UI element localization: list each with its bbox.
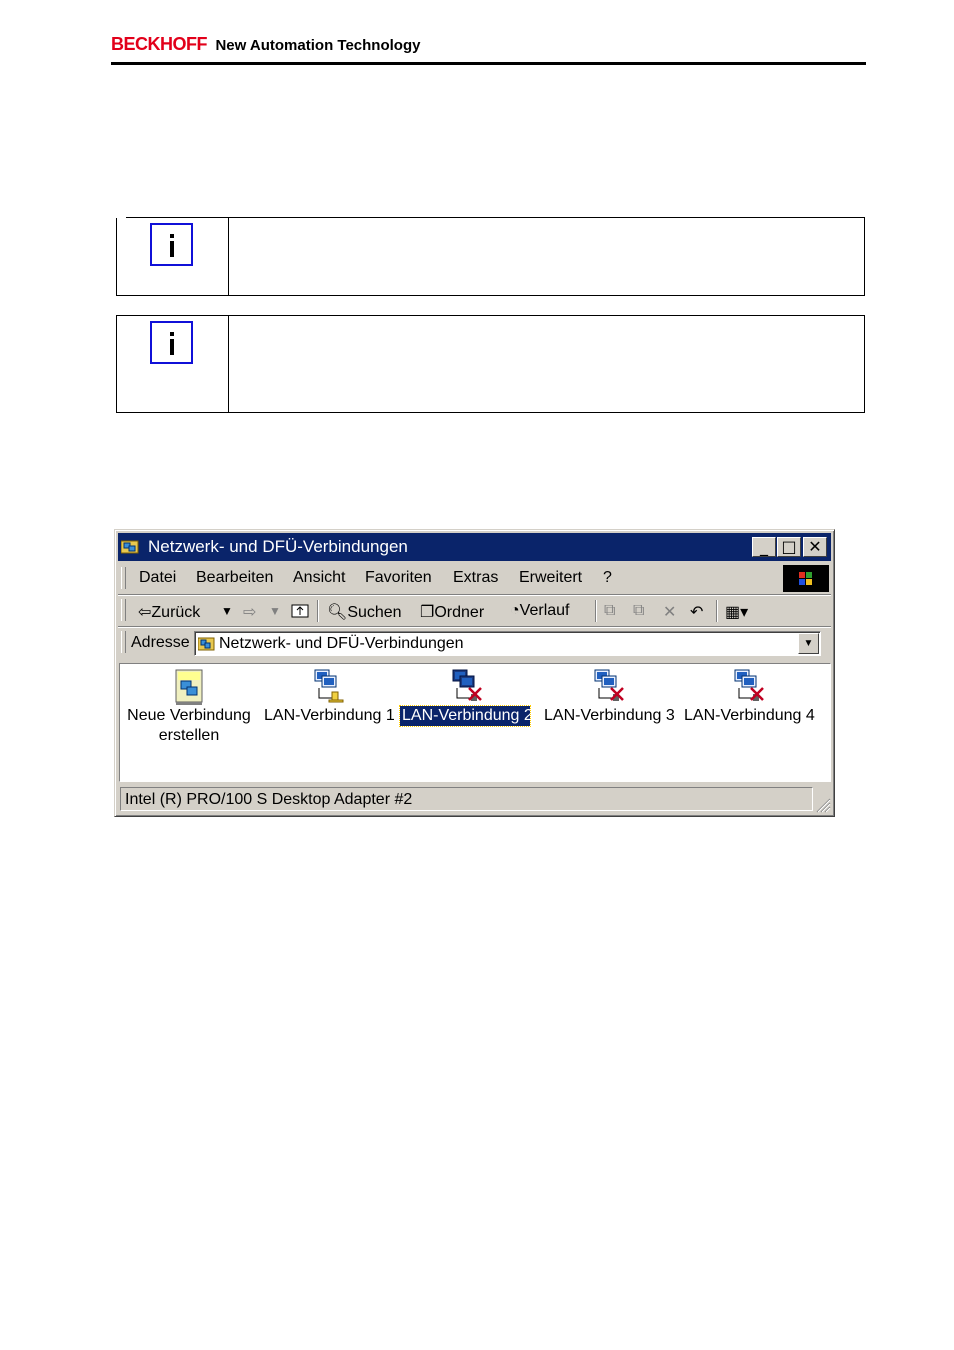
note-box-1 xyxy=(116,217,865,296)
list-item-lan-4[interactable] xyxy=(682,668,815,726)
back-dropdown-icon[interactable]: ▼ xyxy=(221,604,233,618)
resize-grip-icon[interactable] xyxy=(813,795,831,813)
note-icon-cell xyxy=(117,316,229,412)
brand-logo: BECKHOFF xyxy=(111,34,207,54)
status-text: Intel (R) PRO/100 S Desktop Adapter #2 xyxy=(120,787,813,811)
up-folder-icon[interactable] xyxy=(291,602,309,621)
note-box-2 xyxy=(116,315,865,413)
lan-connection-icon xyxy=(307,668,347,706)
note-icon-cell xyxy=(117,218,229,295)
explorer-window xyxy=(114,529,835,817)
menu-extras[interactable]: Extras xyxy=(453,569,499,586)
item-label: LAN-Verbindung 3 xyxy=(544,707,675,724)
info-icon xyxy=(150,321,193,364)
address-value: Netzwerk- und DFÜ-Verbindungen xyxy=(219,635,464,652)
header-rule xyxy=(111,62,866,65)
address-input[interactable] xyxy=(194,631,821,656)
menu-erweitert[interactable]: Erweitert xyxy=(519,569,583,586)
item-label-selected: LAN-Verbindung 2 xyxy=(402,707,533,724)
standard-toolbar xyxy=(118,594,831,625)
address-bar xyxy=(118,626,831,659)
windows-flag-icon xyxy=(799,572,813,585)
addressbar-grip[interactable] xyxy=(121,631,126,653)
menu-bearbeiten[interactable]: Bearbeiten xyxy=(196,569,274,586)
delete-icon[interactable]: ✕ xyxy=(663,604,677,621)
item-label-line2: erstellen xyxy=(158,727,220,744)
menu-favoriten[interactable]: Favoriten xyxy=(365,569,432,586)
item-label: LAN-Verbindung 1 xyxy=(264,707,395,724)
folders-button[interactable]: ❐Ordner xyxy=(420,604,485,621)
menubar-grip[interactable] xyxy=(121,567,126,589)
maximize-button[interactable]: □ xyxy=(777,537,801,557)
brand-tagline: New Automation Technology xyxy=(215,37,421,54)
undo-icon[interactable]: ↶ xyxy=(690,604,704,621)
close-button[interactable]: ✕ xyxy=(803,537,827,557)
views-icon[interactable]: ▦▾ xyxy=(725,604,749,621)
item-label: Neue Verbindung xyxy=(127,707,251,724)
back-arrow-icon: ⇦ xyxy=(138,604,152,621)
search-icon: 🔍︎ xyxy=(327,604,348,621)
forward-button[interactable]: ⇨ xyxy=(243,604,257,621)
list-item-lan-1[interactable] xyxy=(262,668,395,726)
search-button[interactable]: 🔍︎Suchen xyxy=(327,604,402,621)
lan-disconnected-icon xyxy=(445,668,485,706)
list-item-new-connection[interactable] xyxy=(124,668,254,746)
title-bar[interactable] xyxy=(118,533,831,561)
window-title: Netzwerk- und DFÜ-Verbindungen xyxy=(148,537,408,556)
list-item-lan-3[interactable] xyxy=(542,668,675,726)
list-item-lan-2[interactable] xyxy=(400,668,533,726)
lan-disconnected-icon xyxy=(727,668,767,706)
menu-datei[interactable]: Datei xyxy=(139,569,177,586)
network-folder-icon xyxy=(121,539,139,554)
info-icon xyxy=(150,223,193,266)
menu-bar xyxy=(118,564,831,593)
folders-icon: ❐ xyxy=(420,604,435,621)
windows-logo xyxy=(783,565,829,592)
network-folder-icon xyxy=(198,636,215,651)
address-dropdown-button[interactable]: ▼ xyxy=(798,633,819,654)
menu-help[interactable]: ? xyxy=(603,569,612,586)
connections-view xyxy=(119,663,831,782)
move-to-icon[interactable]: ⧉ xyxy=(604,602,616,619)
menu-ansicht[interactable]: Ansicht xyxy=(293,569,346,586)
copy-to-icon[interactable]: ⧉ xyxy=(633,602,645,619)
lan-disconnected-icon xyxy=(587,668,627,706)
history-icon: ◔ xyxy=(510,602,520,619)
new-connection-icon xyxy=(172,668,206,706)
minimize-button[interactable]: _ xyxy=(752,537,776,557)
forward-dropdown-icon[interactable]: ▼ xyxy=(269,604,281,618)
address-label: Adresse xyxy=(131,634,190,651)
status-bar xyxy=(118,786,831,813)
history-button[interactable]: ◔Verlauf xyxy=(510,602,570,619)
back-button[interactable]: ⇦Zurück xyxy=(138,604,201,621)
toolbar-grip[interactable] xyxy=(121,599,126,621)
item-label: LAN-Verbindung 4 xyxy=(684,707,815,724)
brand-header xyxy=(111,34,420,55)
